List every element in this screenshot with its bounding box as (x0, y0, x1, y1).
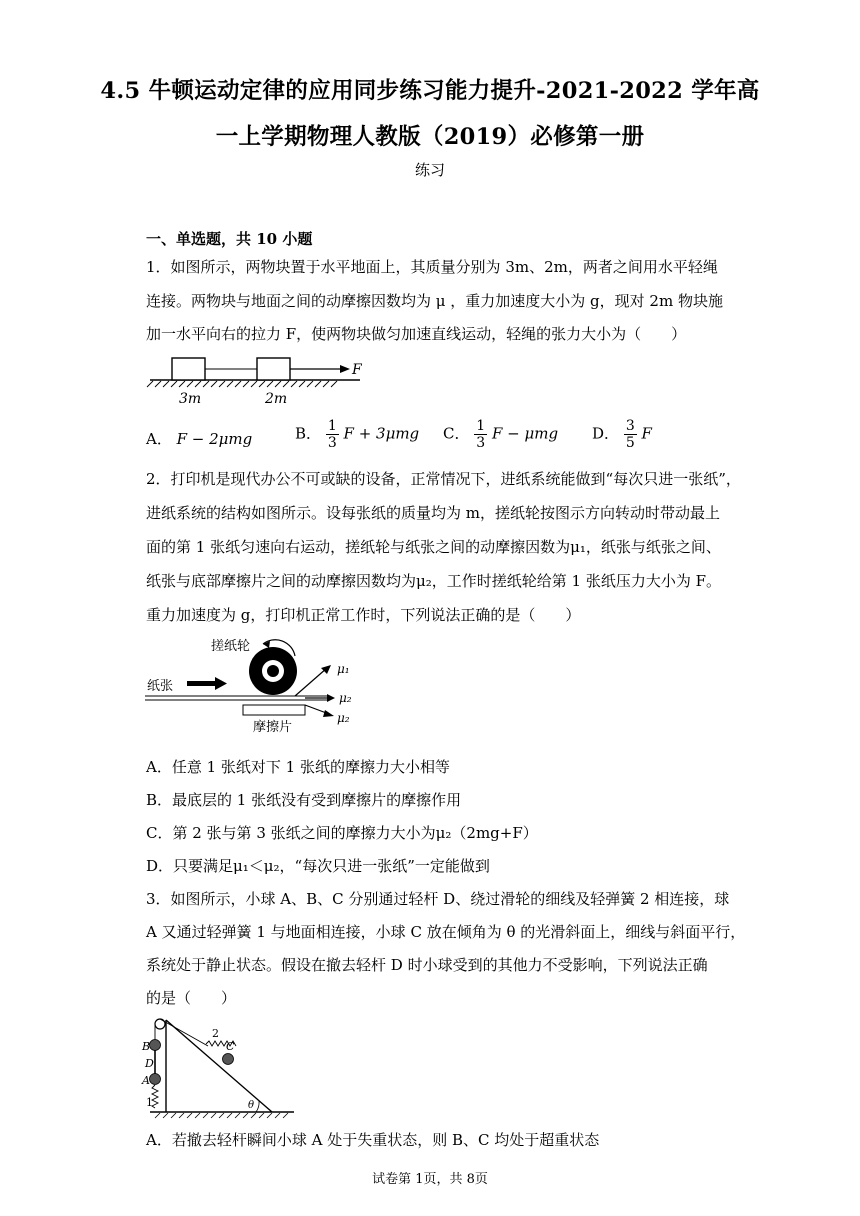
q2-paper-label: 纸张 (147, 678, 174, 693)
q2-text-line4: 纸张与底部摩擦片之间的动摩擦因数均为μ₂，工作时搓纸轮给第 1 张纸压力大小为 F。 (146, 572, 722, 590)
q1-option-a-text: F − 2μmg (176, 430, 253, 448)
q3-incline (166, 1020, 272, 1112)
q3-text-line1: 3．如图所示，小球 A、B、C 分别通过轻杆 D、绕过滑轮的细线及轻弹簧 2 相连接，球 (146, 890, 730, 908)
q1-option-b-numerator: 1 (327, 418, 337, 434)
q2-mu2-label-lower: μ₂ (337, 711, 350, 725)
q1-block-3m (172, 358, 205, 380)
q1-text-line1: 1．如图所示，两物块置于水平地面上，其质量分别为 3m、2m，两者之间用水平轻绳 (146, 258, 718, 276)
q1-option-c-fraction (474, 418, 487, 451)
q3-label-1: 1 (146, 1096, 153, 1109)
q2-text-line1: 2．打印机是现代办公不可或缺的设备，正常情况下，进纸系统能做到“每次只进一张纸”， (146, 470, 741, 488)
q2-option-b: B．最底层的 1 张纸没有受到摩擦片的摩擦作用 (146, 791, 462, 809)
q2-option-a: A．任意 1 张纸对下 1 张纸的摩擦力大小相等 (146, 758, 450, 776)
q1-option-a (146, 428, 252, 449)
section-heading: 一、单选题，共 10 小题 (146, 230, 313, 248)
q3-label-theta: θ (248, 1100, 255, 1111)
q2-text-line5: 重力加速度为 g，打印机正常工作时，下列说法正确的是（ ） (146, 606, 581, 624)
q1-option-b (295, 418, 419, 451)
q2-paper-direction-arrow (187, 681, 217, 686)
q1-option-c (443, 418, 558, 451)
q3-text-line2: A 又通过轻弹簧 1 与地面相连接，小球 C 放在倾角为 θ 的光滑斜面上，细线与斜面平行， (146, 923, 746, 941)
q1-block-2m (257, 358, 290, 380)
q2-roller-label: 搓纸轮 (211, 638, 251, 653)
document-title-line2: 一上学期物理人教版（2019）必修第一册 (215, 124, 645, 150)
q3-ball-a (150, 1074, 161, 1085)
q3-option-a: A．若撤去轻杆瞬间小球 A 处于失重状态，则 B、C 均处于超重状态 (146, 1131, 600, 1149)
q1-option-c-numerator: 1 (476, 418, 486, 434)
q2-text-line3: 面的第 1 张纸匀速向右运动，搓纸轮与纸张之间的动摩擦因数为μ₁，纸张与纸张之间、 (146, 538, 721, 556)
q1-text-line3: 加一水平向右的拉力 F，使两物块做匀加速直线运动，轻绳的张力大小为（ ） (146, 325, 687, 343)
q3-label-a: A (142, 1074, 150, 1087)
q1-text-line2: 连接。两物块与地面之间的动摩擦因数均为 μ ，重力加速度大小为 g，现对 2m 物块施 (146, 292, 723, 310)
q2-text-line2: 进纸系统的结构如图所示。设每张纸的质量均为 m，搓纸轮按图示方向转动时带动最上 (146, 504, 720, 522)
q1-label-2m: 2m (265, 391, 288, 407)
q3-figure (140, 1012, 300, 1122)
q1-option-b-denominator: 3 (327, 435, 337, 451)
q3-text-line4: 的是（ ） (146, 989, 237, 1007)
q2-option-c: C．第 2 张与第 3 张纸之间的摩擦力大小为μ₂（2mg+F） (146, 824, 538, 842)
q2-figure (145, 630, 365, 740)
q1-force-label: F (352, 362, 362, 378)
q3-text-line3: 系统处于静止状态。假设在撤去轻杆 D 时小球受到的其他力不受影响，下列说法正确 (146, 956, 708, 974)
q1-option-d (592, 418, 652, 451)
q2-friction-pad (243, 705, 305, 715)
q3-ball-c (223, 1054, 234, 1065)
q2-mu1-label: μ₁ (337, 662, 350, 676)
q1-option-c-denominator: 3 (476, 435, 486, 451)
q3-label-b: B (142, 1040, 151, 1053)
q3-angle-arc (256, 1101, 259, 1112)
q2-pad-label: 摩擦片 (253, 719, 293, 734)
document-subtitle: 练习 (414, 161, 445, 179)
page-footer: 试卷第 1页，共 8页 (372, 1172, 488, 1187)
q1-option-d-label: D． (592, 424, 620, 443)
q2-paper-arrowhead-icon (215, 677, 227, 690)
q1-option-a-label: A． (146, 430, 172, 448)
document-title-line1: 4.5 牛顿运动定律的应用同步练习能力提升-2021-2022 学年高 (100, 78, 760, 104)
q3-label-d: D (145, 1057, 154, 1070)
q1-option-d-text: F (641, 424, 652, 443)
q1-ground-hatch (147, 381, 337, 387)
q1-option-b-text: F + 3μmg (343, 424, 420, 443)
q1-figure (145, 355, 375, 407)
q1-option-d-numerator: 3 (625, 418, 635, 434)
q3-label-c: C (226, 1040, 235, 1053)
q1-option-c-label: C． (443, 424, 470, 443)
q1-option-b-label: B． (295, 424, 322, 443)
q1-option-b-fraction (326, 418, 339, 451)
q1-option-d-denominator: 5 (625, 435, 635, 451)
q3-label-2: 2 (212, 1027, 219, 1040)
q1-arrowhead-icon (340, 365, 350, 373)
q2-roller-hub (267, 665, 279, 677)
q3-ball-b (150, 1040, 161, 1051)
q3-ground-hatch (155, 1113, 288, 1118)
q1-label-3m: 3m (179, 391, 202, 407)
q1-option-d-fraction (624, 418, 637, 451)
q1-option-c-text: F − μmg (491, 424, 559, 443)
q2-mu2-lower-arrowhead-icon (323, 710, 334, 717)
q2-mu2-upper-arrowhead-icon (327, 694, 335, 702)
q2-mu2-label-upper: μ₂ (339, 691, 352, 705)
q2-option-d: D．只要满足μ₁＜μ₂，“每次只进一张纸”一定能做到 (146, 857, 490, 875)
q2-mu1-arrow (295, 668, 327, 696)
q3-string-incline (160, 1019, 208, 1046)
